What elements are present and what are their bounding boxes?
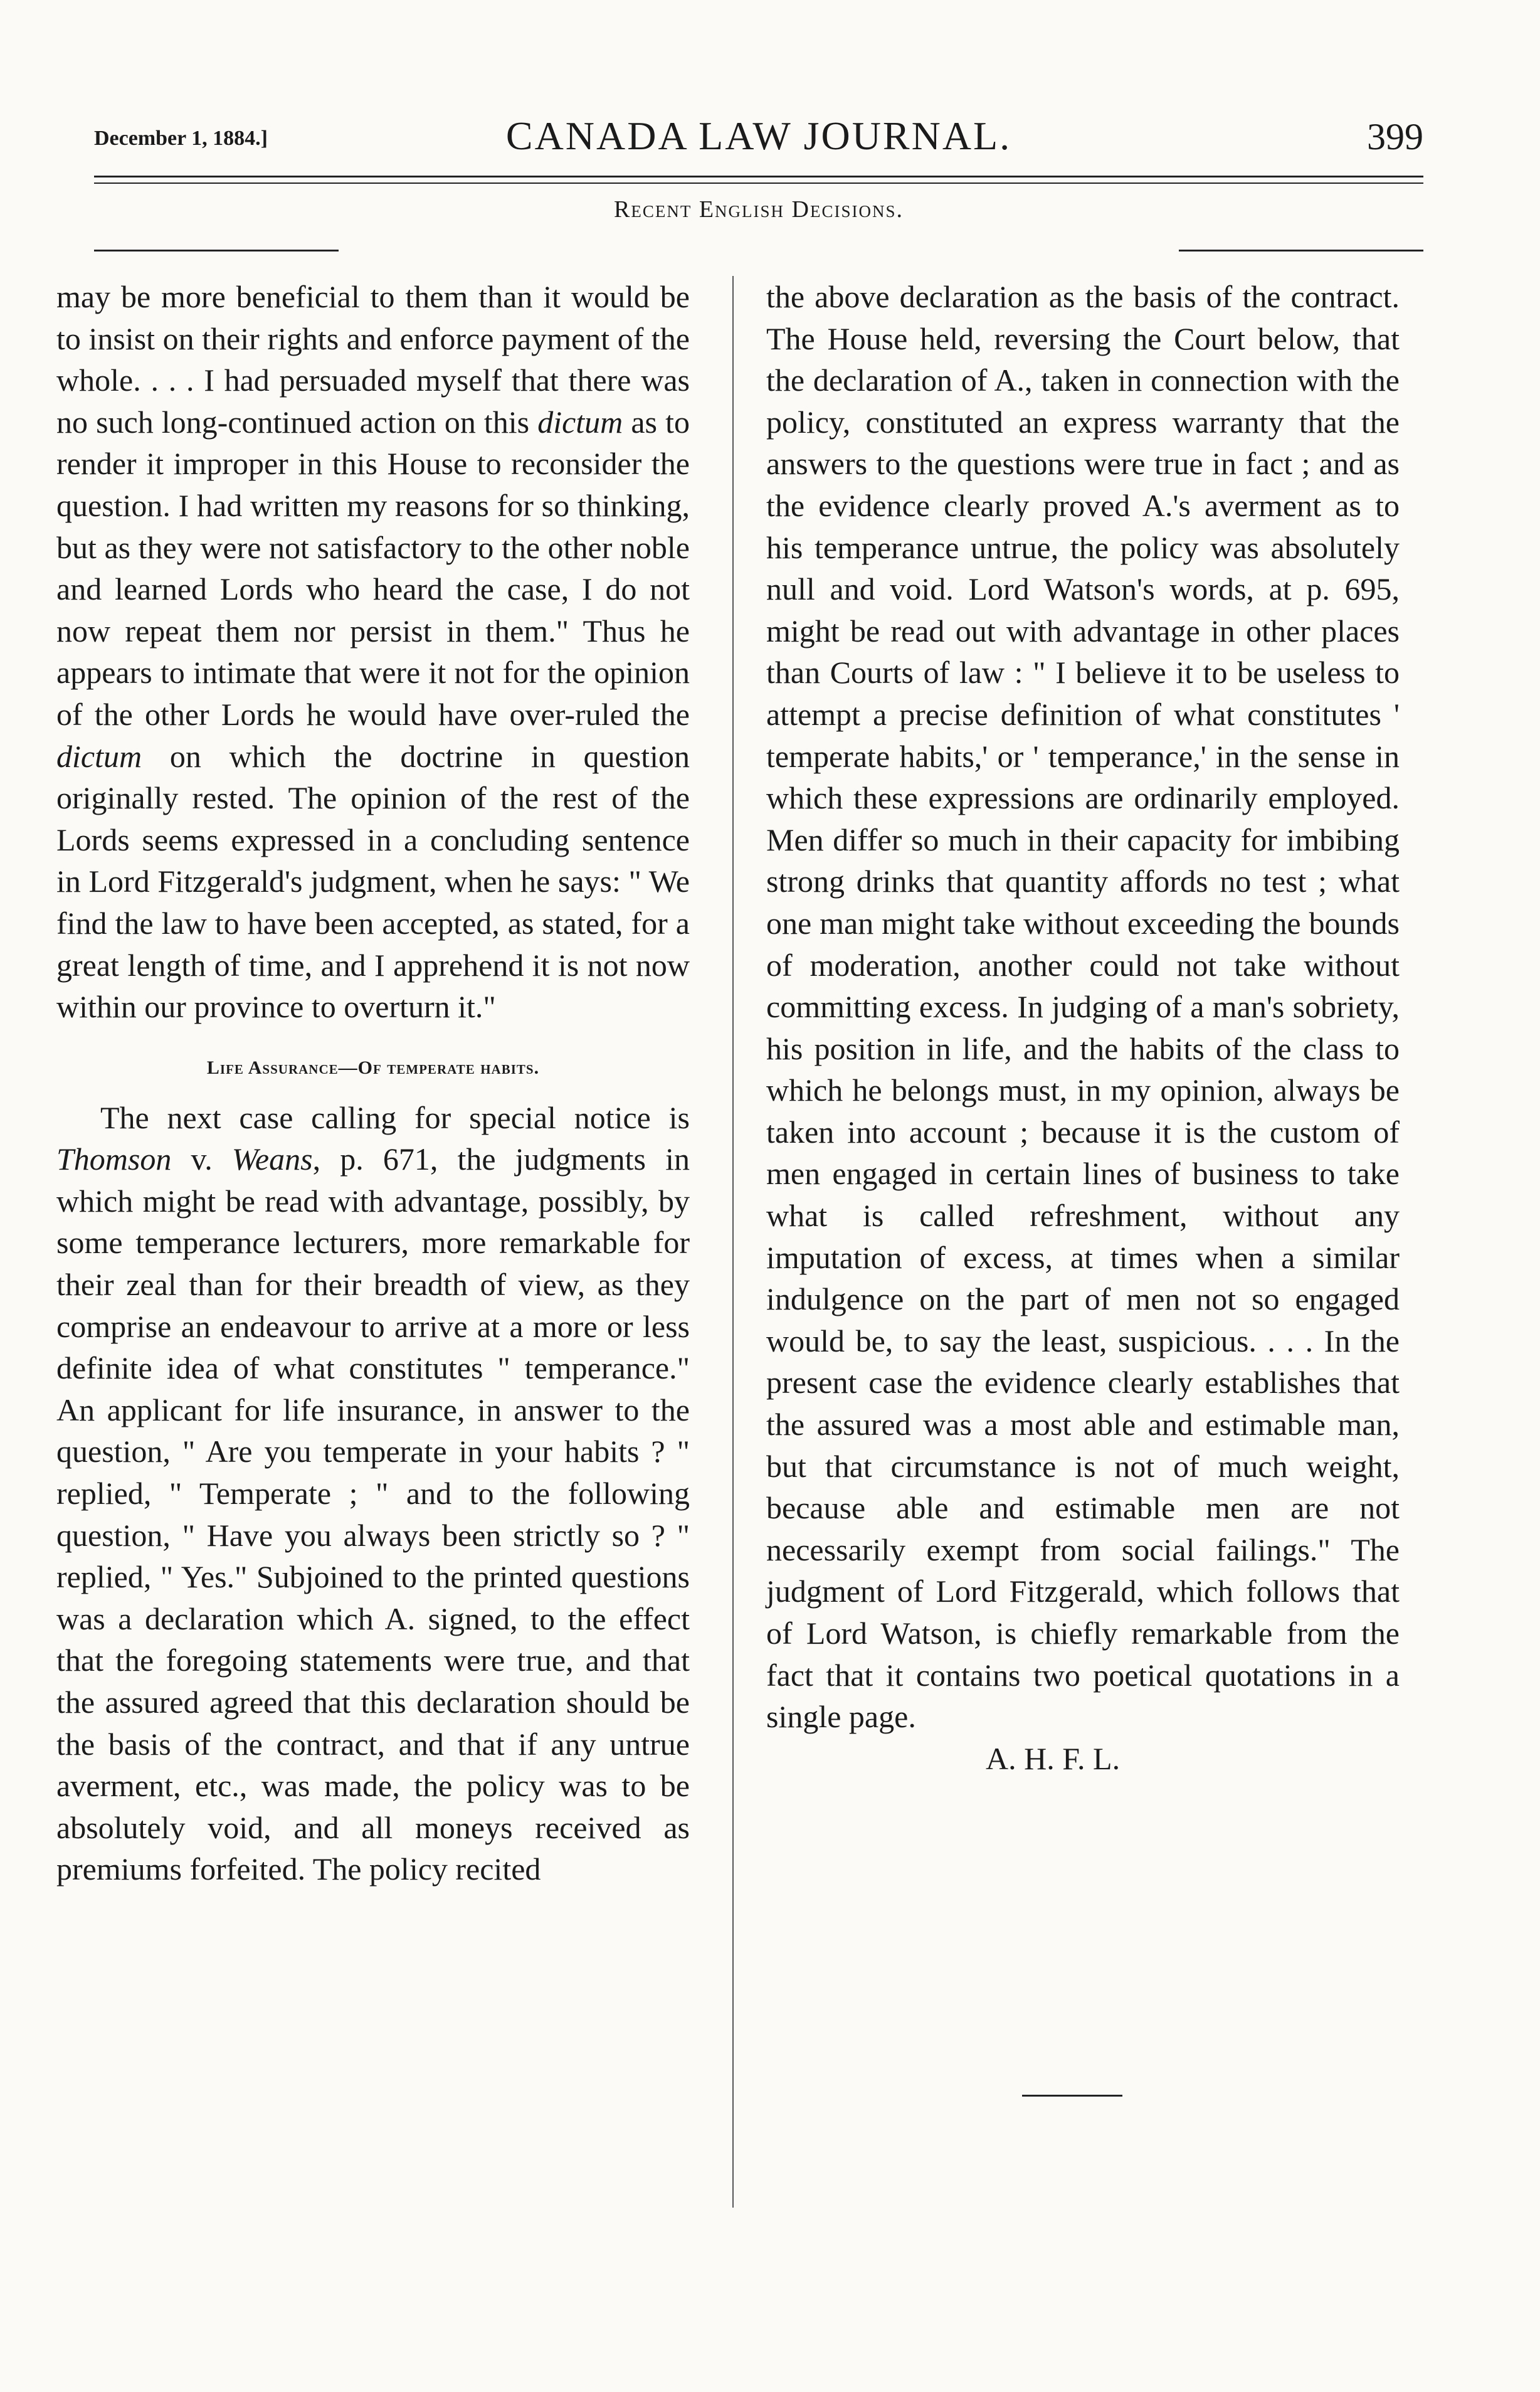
author-initials: A. H. F. L. [986, 1740, 1121, 1776]
text-run: on which the doctrine in question originally rested. The opinion of the rest of the Lords seems expressed in a concluding sentence in Lord Fitzgerald's judgment, when he says: " We find the law to have been accepted, as stated, for a great length of time, and I apprehend it is not now within our province to overturn it." [56, 738, 690, 1025]
issue-date: December 1, 1884.] [94, 127, 268, 150]
page-number: 399 [1367, 116, 1423, 157]
italic-term: dictum [56, 738, 142, 774]
left-paragraph-1 [56, 276, 690, 1028]
case-name: Thomson [56, 1141, 172, 1177]
subheading: Life Assurance—Of temperate habits. [206, 1057, 540, 1078]
section-rule-left [94, 250, 339, 251]
right-column [766, 276, 1400, 1779]
section-title: Recent English Decisions. [614, 196, 904, 223]
end-rule [1022, 2095, 1122, 2097]
left-column [56, 276, 690, 1890]
text-run: may be more beneficial to them than it would be to insist on their rights and enforce payment of the whole. . . . I had persuaded myself that there was no such long-continued action on this [56, 279, 690, 440]
text-run: , p. 671, the judgments in which might be read with advantage, possibly, by some temperance lecturers, more remarkable for their zeal than for their breadth of view, as they comprise an endeavour to arrive at a more or less definite idea of what constitutes " temperance." An applicant for life insurance, in answer to the question, " Are you temperate in your habits ? " replied, " Temperate ; " and to the following question, " Have you always been strictly so ? " replied, " Yes." Subjoined to the printed questions was a declaration which A. signed, to the effect that the foregoing statements were true, and that the assured agreed that this declaration should be the basis of the contract, and that if any untrue averment, etc., was made, the policy was to be absolutely void, and all moneys received as premiums forfeited. The policy recited [56, 1141, 690, 1887]
left-paragraph-2 [56, 1097, 690, 1890]
signature-line [766, 1738, 1400, 1780]
case-name: Weans [231, 1141, 313, 1177]
text-run: The next case calling for special notice is [100, 1099, 690, 1135]
section-rule-right [1179, 250, 1423, 251]
text-run: v. [171, 1141, 232, 1177]
right-paragraph-1: the above declaration as the basis of the contract. The House held, reversing the Court below, that the declaration of A., taken in connection with the policy, constituted an express warranty that the answers to the questions were true in fact ; and as the evidence clearly proved A.'s averment as to his temperance untrue, the policy was absolutely null and void. Lord Watson's words, at p. 695, might be read out with advantage in other places than Courts of law : " I believe it to be useless to attempt a precise definition of what constitutes ' temperate habits,' or ' temperance,' in the sense in which these expressions are ordinarily employed. Men differ so much in their capacity for imbibing strong drinks that quantity affords no test ; what one man might take without exceeding the bounds of moderation, another could not take without committing excess. In judging of a man's sobriety, his position in life, and the habits of the class to which he belongs must, in my opinion, always be taken into account ; because it is the custom of men engaged in certain lines of business to take what is called refreshment, without any imputation of excess, at times when a similar indulgence on the part of men not so engaged would be, to say the least, suspicious. . . . In the present case the evidence clearly establishes that the assured was a most able and estimable man, but that circumstance is not of much weight, because able and estimable men are not necessarily exempt from social failings." The judgment of Lord Fitzgerald, which follows that of Lord Watson, is chiefly remarkable from the fact that it contains two poetical quotations in a single page. [766, 279, 1400, 1735]
journal-title: CANADA LAW JOURNAL. [505, 114, 1012, 158]
text-run: as to render it improper in this House to reconsider the question. I had written my reasons for so thinking, but as they were not satisfactory to the other noble and learned Lords who heard the case, I do not now repeat them nor persist in them." Thus he appears to intimate that were it not for the opinion of the other Lords he would have over-ruled the [56, 404, 690, 732]
page-header [94, 113, 1423, 163]
column-divider [732, 276, 734, 2208]
italic-term: dictum [537, 404, 623, 440]
header-rule [94, 176, 1423, 184]
